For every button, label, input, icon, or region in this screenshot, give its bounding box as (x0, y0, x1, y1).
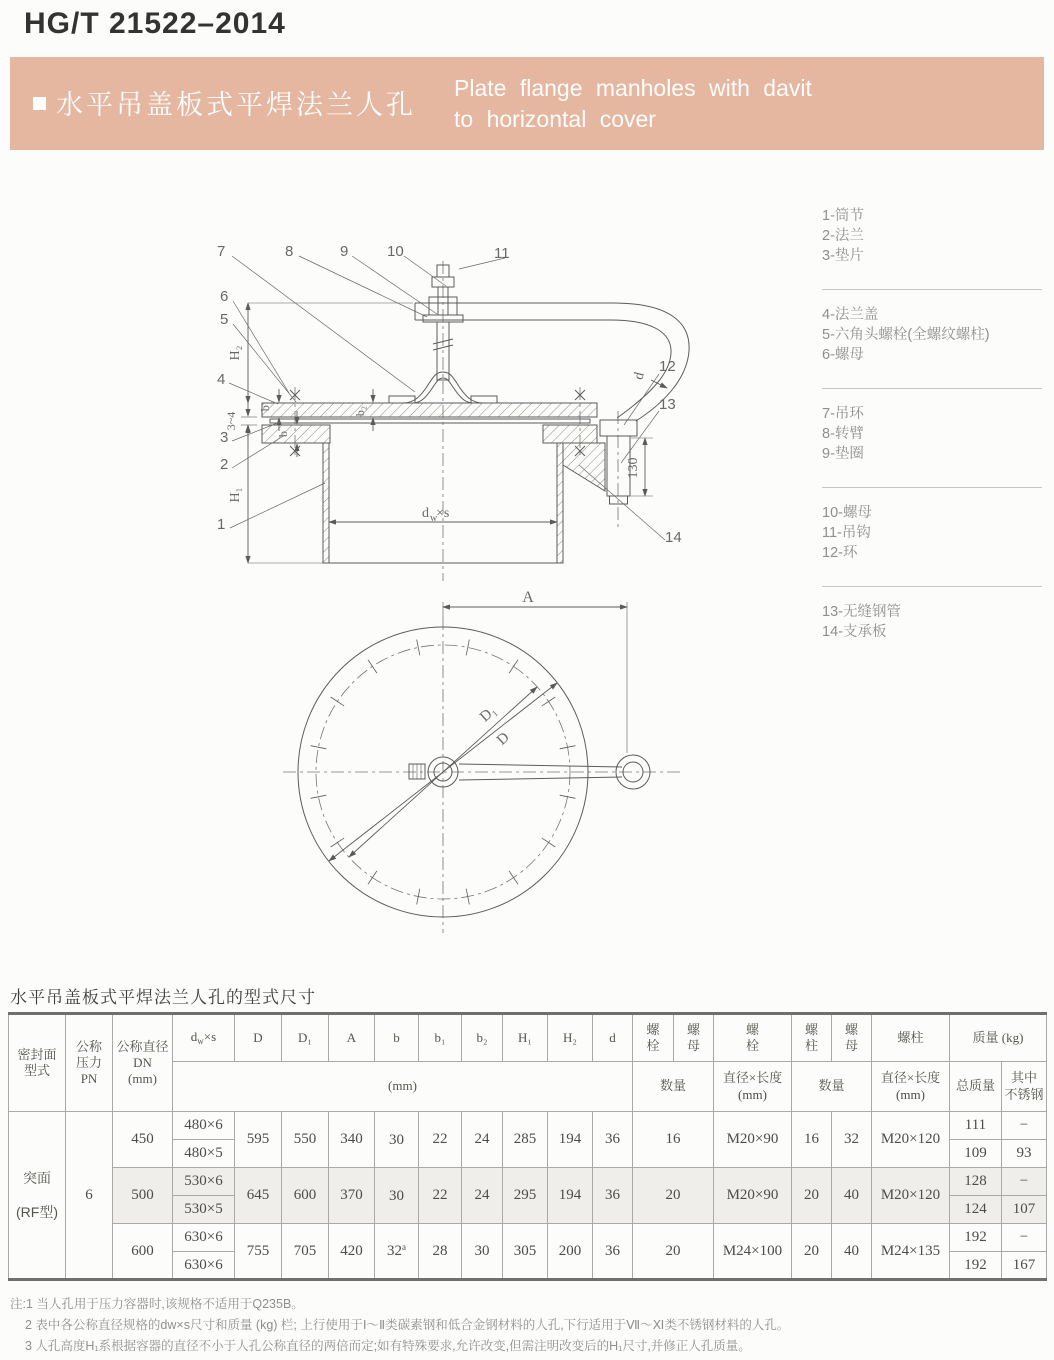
header-dialen-bolt: 直径×长度 (mm) (714, 1062, 792, 1112)
header-A: A (329, 1014, 375, 1062)
dim-label-130: 130 (626, 457, 641, 479)
dim-label-b2: b₂ (353, 405, 367, 417)
part-label-4: 4 (217, 371, 226, 388)
part-item: 6-螺母 (822, 347, 864, 363)
table-row: 530×5 124 107 (9, 1196, 1047, 1224)
header-D: D (235, 1014, 282, 1062)
svg-text:w: w (430, 513, 438, 524)
standard-code: HG/T 21522–2014 (24, 7, 286, 40)
dim-label-h2: H₂ (228, 345, 243, 361)
table-row: 480×5 109 93 (9, 1140, 1047, 1168)
title-banner (10, 57, 1044, 150)
part-label-3: 3 (220, 429, 229, 446)
cell-dn: 600 (113, 1224, 173, 1280)
header-mass: 质量 (kg) (950, 1014, 1047, 1062)
table-row: 630×6 192 167 (9, 1252, 1047, 1280)
dim-label-dws (422, 506, 449, 524)
header-H2: H₂ (548, 1014, 593, 1062)
part-label-10: 10 (387, 243, 404, 260)
part-label-7: 7 (217, 243, 226, 260)
header-D1: D₁ (282, 1014, 329, 1062)
parts-group-2 (822, 290, 1042, 389)
parts-group-5 (822, 587, 1042, 686)
cell-dws: 630×6 (173, 1224, 235, 1252)
note-2: 2 表中各公称直径规格的dw×s尺寸和质量 (kg) 栏; 上行使用于Ⅰ～Ⅱ类碳素钢和低合金钢材料的人孔,下行适用于Ⅶ～Ⅺ类不锈钢材料的人孔。 (25, 1318, 790, 1332)
leader-lines (229, 256, 665, 540)
part-label-13: 13 (659, 396, 676, 413)
part-label-14: 14 (665, 529, 682, 546)
table-row: 突面 (RF型) 6 450 480×6 595 550 340 30 22 24 285 194 36 16 M20×90 16 32 M20×120 111 − (9, 1112, 1047, 1140)
title-english-line1: Plate flange manholes with davit (454, 75, 812, 101)
part-item: 4-法兰盖 (822, 307, 879, 323)
part-item: 7-吊环 (822, 406, 864, 422)
part-item: 11-吊钩 (822, 525, 871, 541)
part-label-2: 2 (220, 456, 229, 473)
part-label-5: 5 (220, 311, 229, 328)
cell-dn: 450 (113, 1112, 173, 1168)
header-ss-mass: 其中 不锈钢 (1002, 1062, 1047, 1112)
table-row: 500 530×6 645 600 370 30 22 24 295 194 36 20 M20×90 20 40 M20×120 128 − (9, 1168, 1047, 1196)
cell-dn: 500 (113, 1168, 173, 1224)
part-item: 5-六角头螺栓(全螺纹螺柱) (822, 327, 990, 343)
header-bolt: 螺栓 (633, 1014, 674, 1062)
square-bullet-icon (33, 97, 46, 110)
centerlines (283, 261, 680, 933)
dim-label-d: d (631, 370, 648, 382)
part-item: 3-垫片 (822, 248, 864, 264)
dim-label-h1: H₁ (228, 487, 243, 503)
dim-label-b: b (276, 431, 290, 437)
title-english (454, 73, 812, 135)
cell-dws: 530×6 (173, 1168, 235, 1196)
dim-label-3-4: 3~4 (224, 411, 238, 431)
header-bolt-spec: 螺栓 (714, 1014, 792, 1062)
part-label-11: 11 (494, 245, 510, 262)
dim-label-d-diameter: D (493, 729, 513, 749)
part-label-12: 12 (659, 358, 676, 375)
parts-group-4 (822, 488, 1042, 587)
note-1: 注:1 当人孔用于压力容器时,该规格不适用于Q235B。 (10, 1297, 304, 1311)
header-dialen-stud: 直径×长度 (mm) (872, 1062, 950, 1112)
part-item: 8-转臂 (822, 426, 864, 442)
header-qty-bolt: 数量 (633, 1062, 714, 1112)
part-label-8: 8 (285, 243, 294, 260)
title-english-line2: to horizontal cover (454, 106, 656, 132)
part-item: 2-法兰 (822, 228, 864, 244)
parts-group-3 (822, 389, 1042, 488)
part-item: 12-环 (822, 545, 858, 561)
header-dn: 公称直径 DN (mm) (113, 1014, 173, 1112)
header-d: d (593, 1014, 633, 1062)
section-view (262, 265, 689, 563)
cell-dws: 480×6 (173, 1112, 235, 1140)
parts-group-1 (822, 202, 1042, 290)
part-label-9: 9 (340, 243, 349, 260)
header-b: b (375, 1014, 419, 1062)
part-number-labels (217, 243, 682, 546)
header-seal-type: 密封面 型式 (9, 1014, 66, 1112)
part-item: 1-筒节 (822, 208, 864, 224)
header-total-mass: 总质量 (950, 1062, 1002, 1112)
note-3: 3 人孔高度H₁系根据容器的直径不小于人孔公称直径的两倍而定;如有特殊要求,允许改变,但需注明改变后的H₁尺寸,并修正人孔质量。 (25, 1339, 751, 1353)
cell-seal: 突面 (RF型) (9, 1112, 66, 1280)
part-label-1: 1 (217, 516, 226, 533)
title-chinese: 水平吊盖板式平焊法兰人孔 (56, 90, 416, 120)
part-item: 10-螺母 (822, 505, 872, 521)
header-H1: H₁ (503, 1014, 548, 1062)
header-mm: (mm) (173, 1062, 633, 1112)
table-row: 600 630×6 755 705 420 32$^a$ 28 30 305 200 36 20 M24×100 20 40 M24×135 192 − (9, 1224, 1047, 1252)
table-title: 水平吊盖板式平焊法兰人孔的型式尺寸 (10, 988, 316, 1007)
part-label-6: 6 (220, 288, 229, 305)
header-nut2: 螺母 (832, 1014, 872, 1062)
header-dws: $d_w\times s$ (173, 1014, 235, 1062)
header-nut: 螺母 (674, 1014, 714, 1062)
part-item: 13-无缝钢管 (822, 604, 901, 620)
cell-pn: 6 (66, 1112, 113, 1280)
part-item: 9-垫圈 (822, 446, 864, 462)
svg-text:×s: ×s (436, 506, 450, 521)
header-b1: b₁ (419, 1014, 462, 1062)
header-qty-stud: 数量 (792, 1062, 872, 1112)
dim-label-d1-diameter: D₁ (477, 702, 500, 726)
header-b2: b₂ (462, 1014, 503, 1062)
dim-label-a: A (522, 589, 534, 606)
svg-text:d: d (422, 506, 429, 521)
header-stud-spec: 螺柱 (872, 1014, 950, 1062)
header-pn: 公称 压力 PN (66, 1014, 113, 1112)
dimension-table (8, 1012, 1047, 1281)
footnotes (10, 1294, 789, 1357)
parts-legend (822, 202, 1042, 686)
header-stud: 螺柱 (792, 1014, 832, 1062)
part-item: 14-支承板 (822, 624, 887, 640)
technical-drawing (175, 225, 820, 970)
dim-label-b1: b₁ (258, 400, 272, 412)
